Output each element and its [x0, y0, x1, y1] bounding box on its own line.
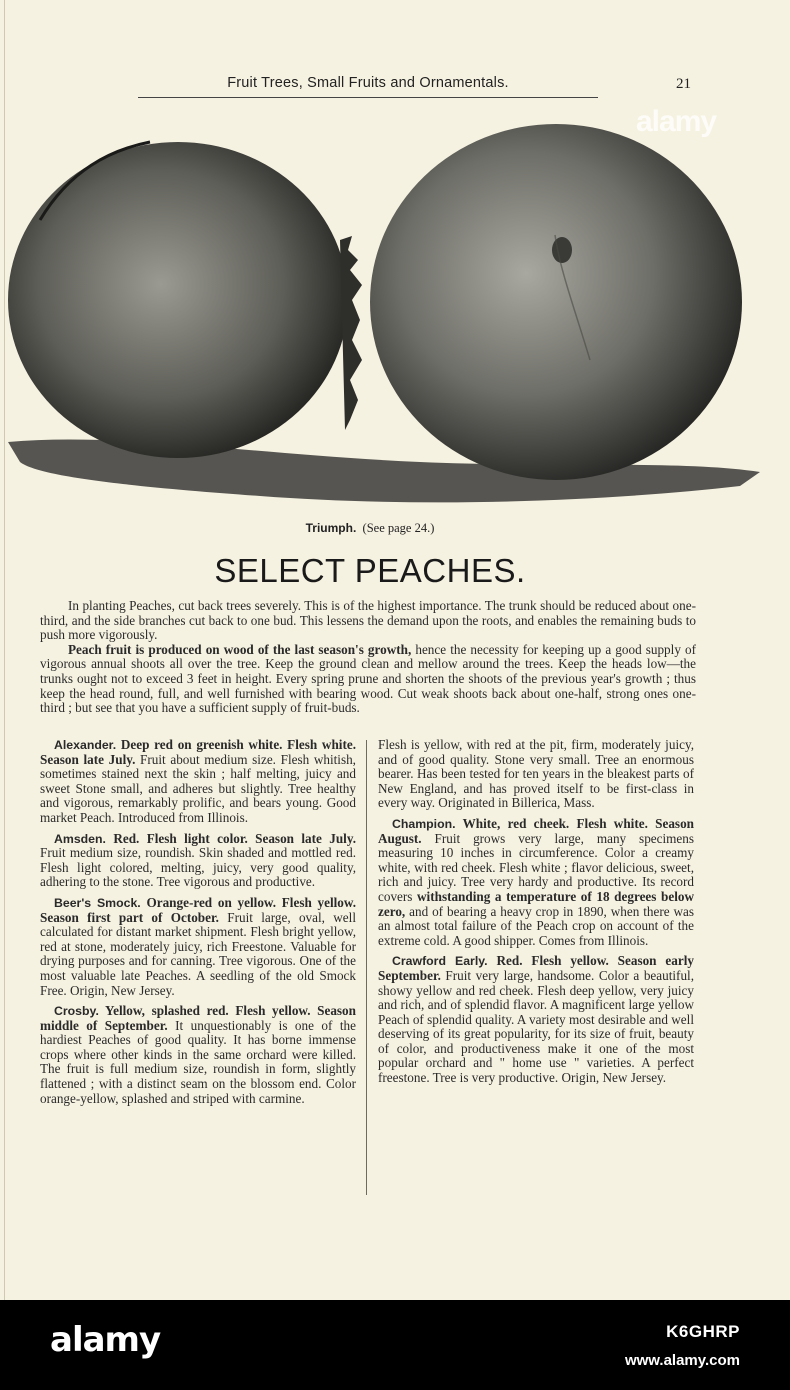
- page-number: 21: [676, 76, 691, 92]
- intro-paragraph-1: In planting Peaches, cut back trees severely. This is of the highest importance. The trunk should be reduced about one-third, and the side branches cut back to one bud. This lessens the demand upon the roots, and enables the remaining buds to push more vigorously.: [40, 598, 696, 643]
- variety-text: Fruit large, oval, well calculated for distant market shipment. Flesh bright yellow, red at stone, moderately juicy, rich Freestone. Valuable for drying purposes and for canning. Tree vigorous. One of the most valuable late Peaches. A seedling of the old Smock Free. Origin, New Jersey.: [40, 909, 356, 998]
- right-peach: [370, 124, 742, 480]
- variety-text: and of bearing a heavy crop in 1890, when there was an almost total failure of the Peach crop on account of the extreme cold. A good shipper. Comes from Illinois.: [378, 903, 694, 948]
- intro-paragraph-2-rest: hence the necessity for keeping up a good supply of vigorous annual shoots all over the tree. Keep the ground clean and mellow around the trees. Keep the heads low—the trunks ought not to exceed 3 feet in height. Every spring prune and shorten the shoots of the previous year's growth ; thus keep the head round, full, and well furnished with bearing wood. Cut weak shoots back about one-half, strong ones one-third ; but see that you have a sufficient supply of fruit-buds.: [40, 641, 696, 716]
- variety-champion: [378, 817, 694, 948]
- stock-footer-bar: [0, 1300, 790, 1390]
- crosby-continuation: Flesh is yellow, with red at the pit, firm, moderately juicy, and of good quality. Stone very small. Tree an enormous bearer. Has been tested for ten years in the bleakest parts of New England, and has proved itself to be first-class in every way. Originated in Billerica, Mass.: [378, 737, 694, 811]
- caption-reference: (See page 24.): [362, 521, 435, 535]
- left-peach: [8, 142, 348, 458]
- variety-text: Fruit very large, handsome. Color a beautiful, showy yellow and red cheek. Flesh deep yellow, very juicy and rich, and of splendid flavor. A magnificent large yellow Peach of splendid quality. A variety most desirable and well deserving of its great popularity, for its size of fruit, beauty of color, and productiveness make it one of the most popular orchard and " home use " varieties. A perfect freestone. Tree is very productive. Origin, New Jersey.: [378, 967, 694, 1086]
- left-column: [40, 738, 356, 1112]
- alamy-logo: alamy: [50, 1320, 161, 1360]
- variety-lead: Deep red on greenish white. Flesh white. Season late July.: [40, 737, 356, 767]
- variety-beers-smock: [40, 896, 356, 998]
- variety-name: Beer's Smock.: [54, 895, 141, 910]
- variety-lead: Red. Flesh yellow. Season early September.: [378, 953, 694, 983]
- variety-name: Alexander.: [54, 738, 117, 752]
- intro-text: [40, 599, 696, 716]
- watermark-top: alamy: [636, 105, 717, 138]
- variety-text: It unquestionably is one of the hardiest Peaches of good quality. It has borne immense crops where other kinds in the same orchard were killed. The fruit is full medium size, roundish in form, slightly flattened ; with a distinct seam on the blossom end. Color orange-yellow, splashed and striped with carmine.: [40, 1017, 356, 1106]
- variety-text: Fruit about medium size. Flesh whitish, sometimes stained next the skin ; half melting, juicy and sweet Stone small, and adheres but slightly. Tree healthy and vigorous, remarkably prolific, and bears young. Good market Peach. Introduced from Illinois.: [40, 751, 356, 825]
- peach-illustration: [0, 110, 790, 520]
- variety-name: Crosby.: [54, 1004, 99, 1019]
- variety-lead: White, red cheek. Flesh white. Season August.: [378, 815, 694, 846]
- intro-bold-phrase: Peach fruit is produced on wood of the last season's growth,: [68, 641, 412, 657]
- figure-caption: [0, 521, 740, 536]
- image-id: K6GHRP: [666, 1322, 740, 1341]
- section-title: SELECT PEACHES.: [214, 552, 526, 589]
- right-column: [378, 738, 694, 1092]
- variety-lead: Yellow, splashed red. Flesh yellow. Season middle of September.: [40, 1003, 356, 1033]
- variety-amsden: [40, 832, 356, 890]
- site-url: www.alamy.com: [624, 1352, 740, 1369]
- variety-alexander: [40, 738, 356, 826]
- caption-name: Triumph.: [305, 521, 357, 535]
- right-peach-stem-cavity: [552, 237, 572, 263]
- variety-name: Crawford Early.: [392, 954, 488, 969]
- running-header: Fruit Trees, Small Fruits and Ornamentals.: [227, 75, 509, 91]
- variety-name: Champion.: [392, 816, 456, 831]
- variety-crosby: [40, 1004, 356, 1106]
- variety-name: Amsden.: [54, 831, 106, 846]
- variety-highlight: withstanding a temperature of 18 degrees below zero,: [378, 888, 694, 919]
- header-rule: [138, 97, 598, 98]
- variety-text: Fruit grows very large, many specimens measuring 10 inches in circumference. Color a creamy white, with red cheek. Flesh white ; flavor delicious, sweet, rich and juicy. Tree very hardy and productive. Its record covers: [378, 830, 694, 904]
- column-divider: [366, 740, 367, 1195]
- variety-crawford-early: [378, 954, 694, 1085]
- variety-text: Fruit medium size, roundish. Skin shaded and mottled red. Flesh light colored, melting, juicy, very good quality, adhering to the stone. Tree vigorous and productive.: [40, 845, 356, 890]
- intro-paragraph-2: [40, 643, 696, 716]
- variety-lead: Orange-red on yellow. Flesh yellow. Season first part of October.: [40, 894, 356, 925]
- variety-lead: Red. Flesh light color. Season late July.: [105, 830, 356, 846]
